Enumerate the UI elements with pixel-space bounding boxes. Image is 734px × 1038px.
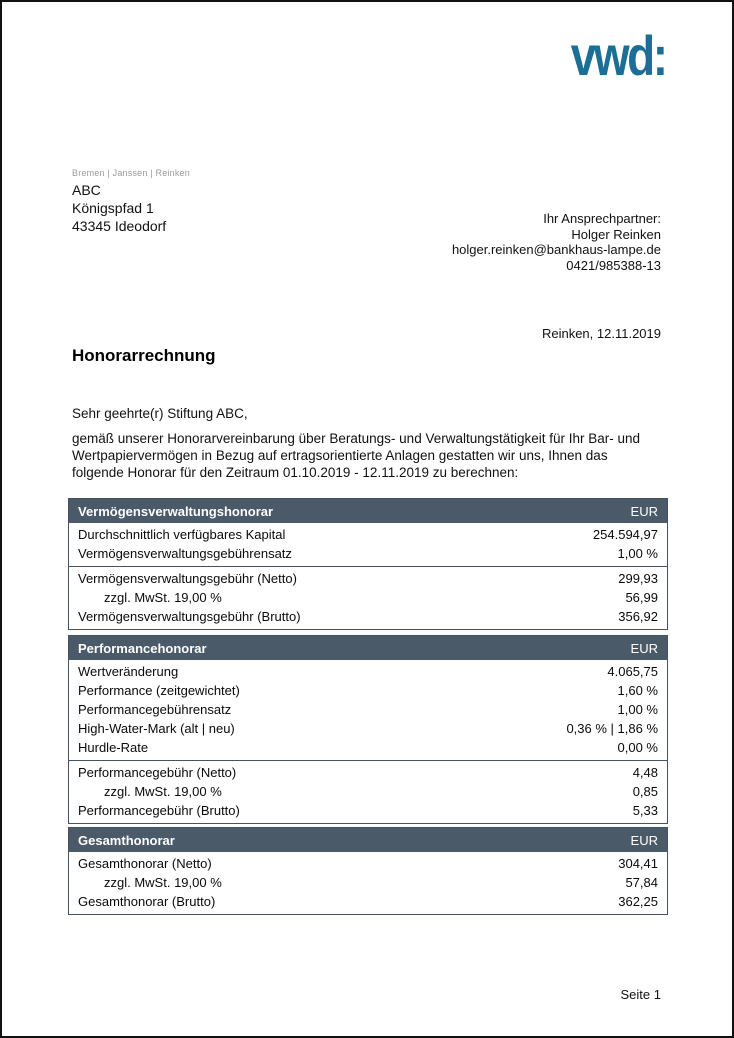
fee-row-value: 356,92 xyxy=(618,609,658,624)
fee-table xyxy=(68,827,668,915)
document-title: Honorarrechnung xyxy=(72,346,216,365)
fee-row-label: zzgl. MwSt. 19,00 % xyxy=(104,784,222,799)
vwd-logo: vwd: xyxy=(571,24,666,87)
fee-row-label: Performance (zeitgewichtet) xyxy=(78,683,240,698)
fee-table-header xyxy=(69,828,667,852)
fee-table-row xyxy=(69,681,667,700)
fee-table-title: Performancehonorar xyxy=(78,640,207,656)
fee-row-label: Performancegebühr (Netto) xyxy=(78,765,237,780)
fee-table-row xyxy=(69,544,667,563)
salutation: Sehr geehrte(r) Stiftung ABC, xyxy=(72,406,248,421)
fee-table-row xyxy=(69,782,667,801)
fee-row-value: 1,00 % xyxy=(617,702,658,717)
fee-table-section xyxy=(69,660,667,760)
recipient-city: 43345 Ideodorf xyxy=(72,218,167,234)
date-line: Reinken, 12.11.2019 xyxy=(541,326,661,341)
fee-row-label: Vermögensverwaltungsgebühr (Brutto) xyxy=(78,609,301,624)
contact-name: Holger Reinken xyxy=(571,226,661,242)
fee-row-value: 57,84 xyxy=(625,875,658,890)
fee-row-label: Performancegebühr (Brutto) xyxy=(78,803,240,818)
fee-row-label: High-Water-Mark (alt | neu) xyxy=(78,721,235,736)
fee-table-section xyxy=(69,852,667,914)
fee-table-row xyxy=(69,719,667,738)
fee-table-row xyxy=(69,525,667,544)
fee-table-currency: EUR xyxy=(630,503,658,519)
fee-row-value: 299,93 xyxy=(618,571,658,586)
fee-table-row xyxy=(69,607,667,626)
fee-table-title: Gesamthonorar xyxy=(78,832,175,848)
recipient-street: Königspfad 1 xyxy=(72,200,154,216)
fee-table-title: Vermögensverwaltungshonorar xyxy=(78,503,274,519)
fee-table-row xyxy=(69,588,667,607)
fee-row-value: 4,48 xyxy=(632,765,658,780)
intro-paragraph-line: gemäß unserer Honorarvereinbarung über Beratungs- und Verwaltungstätigkeit für Ihr Bar- und xyxy=(72,431,641,446)
fee-table-section xyxy=(69,523,667,566)
fee-row-label: Gesamthonorar (Netto) xyxy=(78,856,212,871)
fee-row-label: Hurdle-Rate xyxy=(78,740,149,755)
fee-table-row xyxy=(69,892,667,911)
fee-table-row xyxy=(69,738,667,757)
fee-row-value: 0,00 % xyxy=(617,740,658,755)
fee-table-row xyxy=(69,763,667,782)
fee-table-row xyxy=(69,700,667,719)
fee-row-label: zzgl. MwSt. 19,00 % xyxy=(104,875,222,890)
sender-line: Bremen | Janssen | Reinken xyxy=(72,168,190,178)
fee-table-row xyxy=(69,854,667,873)
fee-table-currency: EUR xyxy=(630,832,658,848)
fee-table-section xyxy=(69,566,667,629)
contact-phone: 0421/985388-13 xyxy=(566,257,661,273)
fee-row-value: 1,00 % xyxy=(617,546,658,561)
fee-row-value: 1,60 % xyxy=(617,683,658,698)
fee-row-value: 0,36 % | 1,86 % xyxy=(566,721,658,736)
fee-row-label: Gesamthonorar (Brutto) xyxy=(78,894,216,909)
recipient-address xyxy=(72,181,166,235)
fee-row-label: zzgl. MwSt. 19,00 % xyxy=(104,590,222,605)
fee-table-row xyxy=(69,801,667,820)
page-number: Seite 1 xyxy=(620,987,661,1002)
fee-row-value: 254.594,97 xyxy=(592,527,658,542)
recipient-name: ABC xyxy=(72,182,101,198)
fee-table-row xyxy=(69,873,667,892)
fee-table-section xyxy=(69,760,667,823)
fee-row-label: Performancegebührensatz xyxy=(78,702,232,717)
fee-row-value: 362,25 xyxy=(618,894,658,909)
fee-table-header xyxy=(69,636,667,660)
contact-block xyxy=(452,211,661,273)
fee-table-row xyxy=(69,662,667,681)
fee-row-value: 0,85 xyxy=(632,784,658,799)
fee-table xyxy=(68,498,668,630)
fee-row-label: Wertveränderung xyxy=(78,664,179,679)
fee-row-label: Vermögensverwaltungsgebührensatz xyxy=(78,546,292,561)
fee-row-value: 56,99 xyxy=(625,590,658,605)
intro-paragraph-line: folgende Honorar für den Zeitraum 01.10.2019 - 12.11.2019 zu berechnen: xyxy=(72,465,519,480)
intro-paragraph xyxy=(72,430,640,481)
fee-table xyxy=(68,635,668,824)
fee-table-header xyxy=(69,499,667,523)
fee-table-row xyxy=(69,569,667,588)
fee-row-value: 5,33 xyxy=(632,803,658,818)
fee-row-label: Durchschnittlich verfügbares Kapital xyxy=(78,527,286,542)
contact-label: Ihr Ansprechpartner: xyxy=(543,211,661,226)
contact-email: holger.reinken@bankhaus-lampe.de xyxy=(451,242,661,257)
fee-row-value: 304,41 xyxy=(618,856,658,871)
intro-paragraph-line: Wertpapiervermögen in Bezug auf ertragsorientierte Anlagen gestatten wir uns, Ihnen das xyxy=(72,448,608,463)
fee-table-currency: EUR xyxy=(630,640,658,656)
fee-row-value: 4.065,75 xyxy=(607,664,658,679)
fee-row-label: Vermögensverwaltungsgebühr (Netto) xyxy=(78,571,297,586)
